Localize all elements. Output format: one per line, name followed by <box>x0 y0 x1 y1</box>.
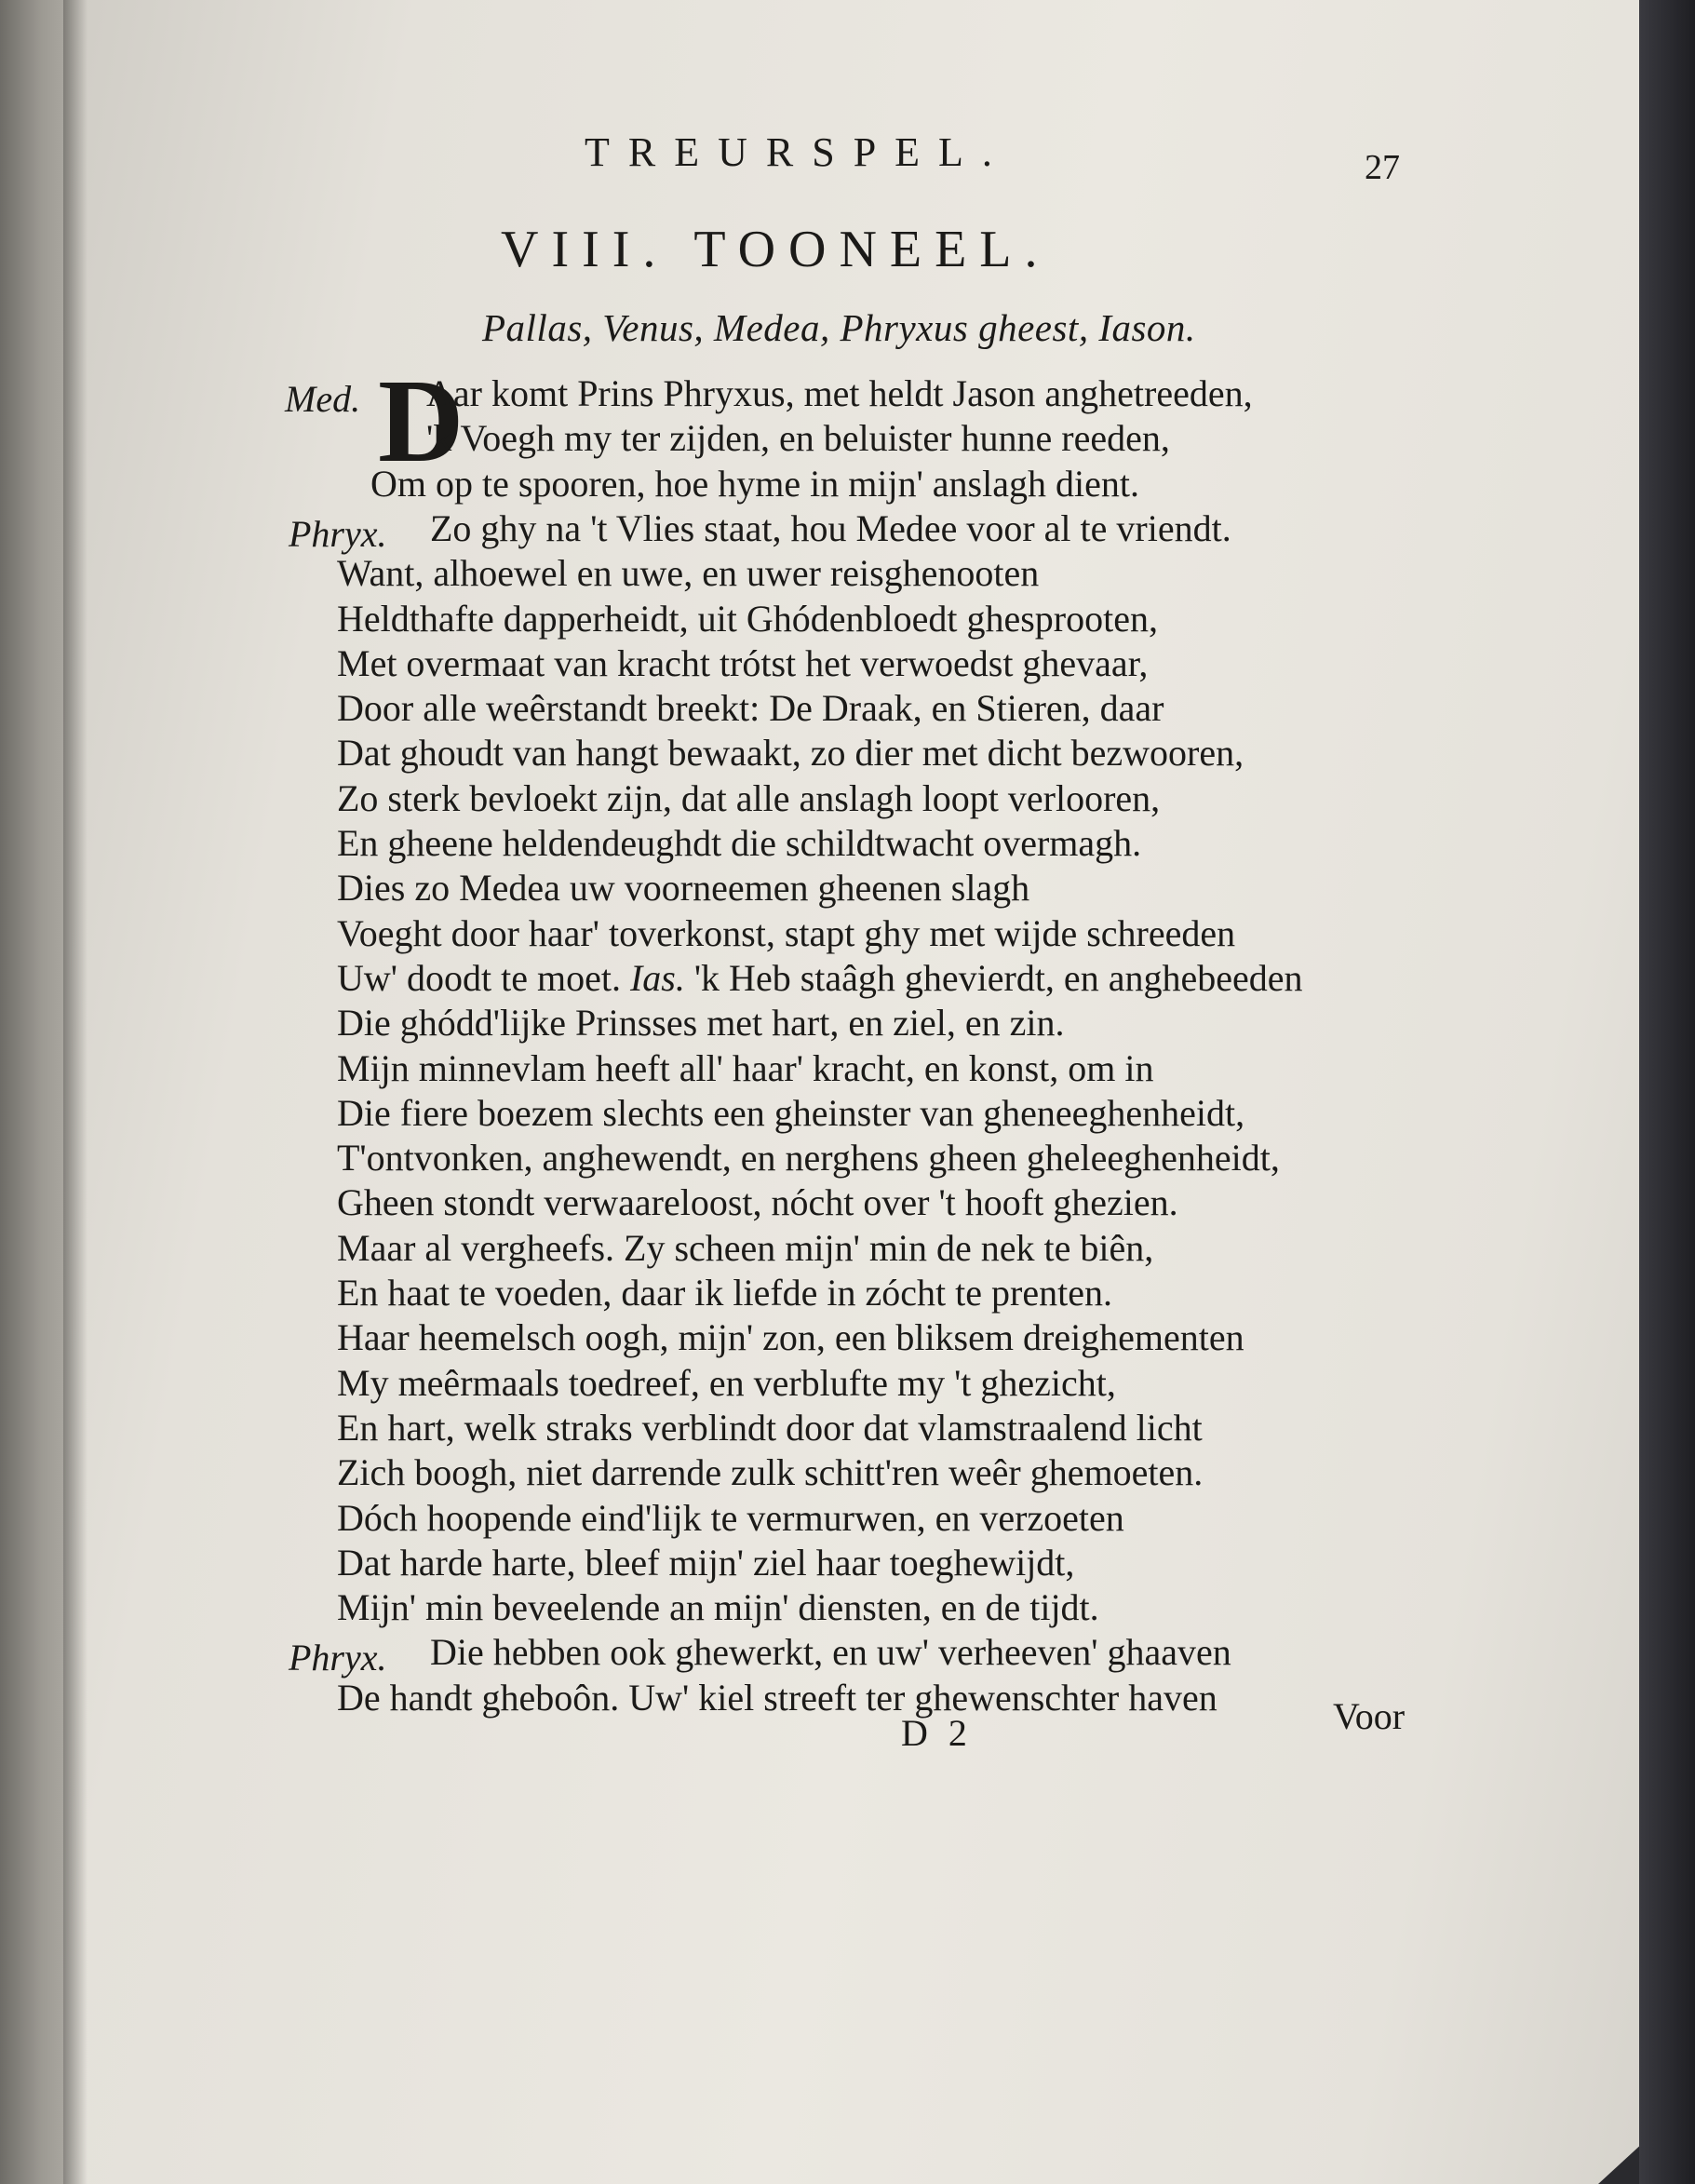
verse-line <box>430 506 1231 551</box>
verse-line-text: Mijn' min beveelende an mijn' diensten, en de tijdt. <box>337 1586 1099 1629</box>
verse-line <box>337 1406 1203 1450</box>
verse-line <box>337 1091 1244 1136</box>
verse-line <box>337 1361 1116 1406</box>
character-list: Pallas, Venus, Medea, Phryxus gheest, Iason. <box>482 306 1196 349</box>
verse-line <box>337 776 1160 821</box>
inline-speaker-label: Ias. <box>620 956 694 999</box>
verse-line <box>337 1541 1074 1585</box>
verse-line-text: Uw' doodt te moet. <box>337 956 621 999</box>
running-head: TREURSPEL. <box>585 129 1011 175</box>
verse-line-text: En hart, welk straks verblindt door dat vlamstraalend licht <box>337 1406 1203 1449</box>
verse-line-text: Heldthafte dapperheidt, uit Ghódenbloedt ghesprooten, <box>337 597 1158 640</box>
verse-line-text: De handt gheboôn. Uw' kiel streeft ter ghewenschter haven <box>337 1676 1217 1719</box>
verse-line <box>337 641 1148 686</box>
verse-line-text: Dat ghoudt van hangt bewaakt, zo dier met dicht bezwooren, <box>337 732 1244 775</box>
scene-title: VIII. TOONEEL. <box>501 221 1051 278</box>
verse-line-text: Mijn minnevlam heeft all' haar' kracht, en konst, om in <box>337 1046 1154 1089</box>
verse-line <box>337 1136 1280 1180</box>
verse-line-text: Om op te spooren, hoe hyme in mijn' anslagh dient. <box>370 462 1139 505</box>
catchword: Voor <box>1333 1695 1406 1737</box>
verse-line <box>337 1226 1153 1271</box>
verse-line <box>337 1046 1154 1091</box>
verse-line <box>337 1585 1099 1630</box>
background-right <box>1639 0 1695 2184</box>
verse-line-text: Die fiere boezem slechts een gheinster van gheneeghenheidt, <box>337 1091 1245 1134</box>
verse-line <box>337 1271 1112 1315</box>
verse-line-text: Zo ghy na 't Vlies staat, hou Medee voor al te vriendt. <box>430 506 1231 549</box>
verse-line <box>337 821 1141 866</box>
verse-line-text: Dóch hoopende eind'lijk te vermurwen, en verzoeten <box>337 1496 1124 1539</box>
page-number: 27 <box>1365 148 1400 187</box>
verse-line-text: En gheene heldendeughdt die schildtwacht overmagh. <box>337 822 1142 864</box>
verse-line <box>337 1450 1203 1495</box>
drop-cap: D <box>378 355 464 487</box>
verse-line-text: Want, alhoewel en uwe, en uwer reisghenooten <box>337 552 1040 595</box>
verse-line <box>337 866 1029 910</box>
page-gutter-shadow <box>63 0 87 2184</box>
verse-line <box>426 371 1253 416</box>
verse-line <box>337 686 1164 731</box>
verse-line-text: 'k Heb staâgh ghevierdt, en anghebeeden <box>693 956 1303 999</box>
verse-line-text: Door alle weêrstandt breekt: De Draak, en Stieren, daar <box>337 687 1164 730</box>
verse-line-text: Zo sterk bevloekt zijn, dat alle anslagh loopt verlooren, <box>337 776 1161 819</box>
verse-line <box>337 1496 1124 1541</box>
verse-line-text: T'ontvonken, anghewendt, en nerghens gheen gheleeghenheidt, <box>337 1137 1280 1180</box>
verse-line <box>337 597 1158 641</box>
verse-line-text: Die hebben ook ghewerkt, en uw' verheeven' ghaaven <box>430 1631 1231 1674</box>
verse-line-text: My meêrmaals toedreef, en verblufte my 't ghezicht, <box>337 1361 1116 1404</box>
verse-line <box>430 1630 1231 1675</box>
verse-line-text: En haat te voeden, daar ik liefde in zócht te prenten. <box>337 1272 1112 1314</box>
verse-line <box>337 911 1235 956</box>
verse-line <box>337 1315 1244 1360</box>
verse-line <box>337 551 1039 596</box>
verse-line-text: Voeght door haar' toverkonst, stapt ghy met wijde schreeden <box>337 911 1236 954</box>
verse-line <box>337 1001 1064 1045</box>
verse-line <box>370 462 1139 506</box>
speaker-label: Phryx. <box>289 512 387 555</box>
verse-line-text: Maar al vergheefs. Zy scheen mijn' min de nek te biên, <box>337 1226 1154 1269</box>
verse-line-text: Die ghódd'lijke Prinsses met hart, en ziel, en zin. <box>337 1002 1065 1045</box>
verse-line-text: 'k Voegh my ter zijden, en beluister hunne reeden, <box>426 417 1170 460</box>
speaker-label: Phryx. <box>289 1637 387 1679</box>
verse-line <box>337 731 1244 775</box>
verse-line <box>337 1676 1217 1720</box>
verse-line-text: Aar komt Prins Phryxus, met heldt Jason anghetreeden, <box>426 372 1253 414</box>
verse-line-text: Dies zo Medea uw voorneemen gheenen slagh <box>337 867 1030 910</box>
verse-line-text: Haar heemelsch oogh, mijn' zon, een bliksem dreighementen <box>337 1316 1244 1359</box>
verse-line-text: Dat harde harte, bleef mijn' ziel haar toeghewijdt, <box>337 1541 1075 1584</box>
verse-line-text: Gheen stondt verwaareloost, nócht over 't hooft ghezien. <box>337 1181 1178 1224</box>
verse-line <box>337 1180 1178 1225</box>
verse-line-text: Zich boogh, niet darrende zulk schitt'ren weêr ghemoeten. <box>337 1451 1204 1494</box>
verse-line <box>426 416 1170 461</box>
speaker-label: Med. <box>285 378 361 420</box>
signature-mark: D 2 <box>901 1712 973 1754</box>
verse-line-text: Met overmaat van kracht trótst het verwoedst ghevaar, <box>337 641 1149 684</box>
verse-line <box>337 956 1302 1001</box>
